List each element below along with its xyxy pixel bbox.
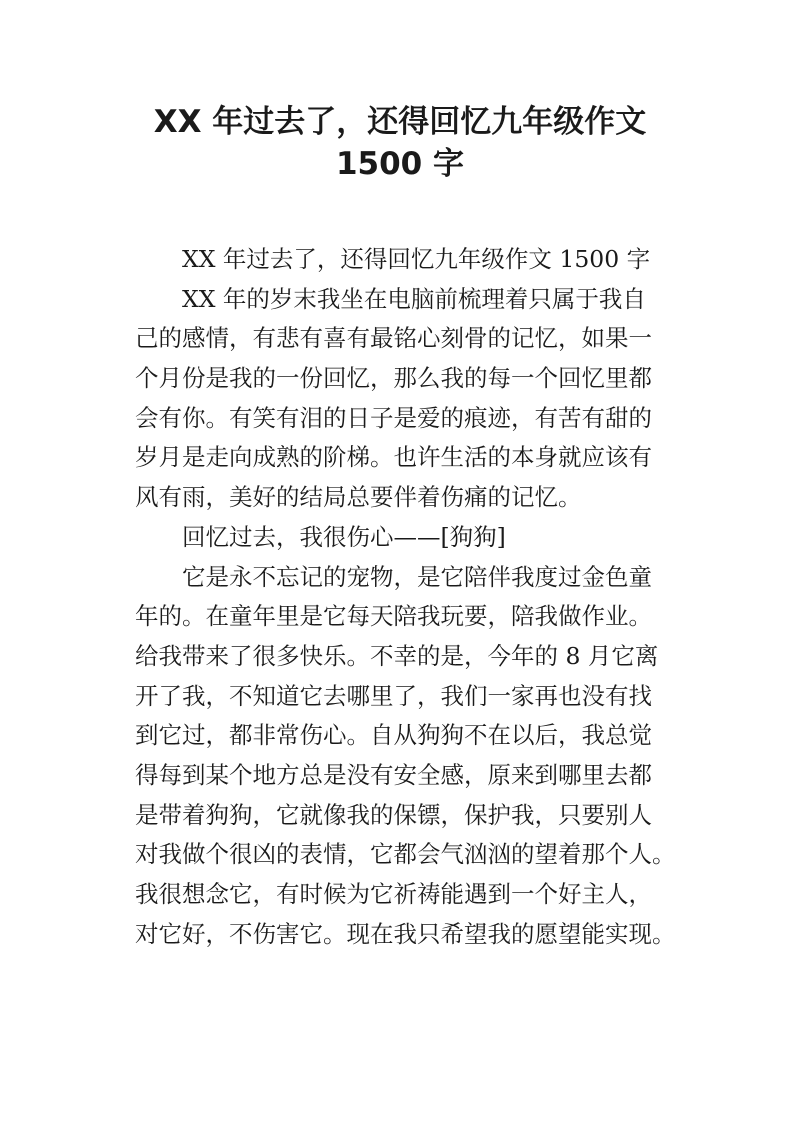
body-line: 个月份是我的一份回忆，那么我的每一个回忆里都 xyxy=(135,364,652,393)
body-line: 它是永不忘记的宠物，是它陪伴我度过金色童 xyxy=(182,562,652,591)
body-line: 开了我，不知道它去哪里了，我们一家再也没有找 xyxy=(135,681,652,710)
body-line: 对它好，不伤害它。现在我只希望我的愿望能实现。 xyxy=(135,919,676,948)
body-line: XX 年过去了，还得回忆九年级作文 1500 字 xyxy=(182,245,651,273)
body-line: 年的。在童年里是它每天陪我玩要，陪我做作业。 xyxy=(135,602,652,631)
body-line: 回忆过去，我很伤心——[狗狗] xyxy=(182,522,506,551)
document-body xyxy=(135,240,676,954)
document-title-line-1: XX 年过去了，还得回忆九年级作文 xyxy=(153,104,647,140)
body-line: 会有你。有笑有泪的日子是爱的痕迹，有苦有甜的 xyxy=(135,403,652,432)
body-line: 己的感情，有悲有喜有最铭心刻骨的记忆，如果一 xyxy=(135,324,652,353)
body-line: 岁月是走向成熟的阶梯。也许生活的本身就应该有 xyxy=(135,443,652,472)
body-line: XX 年的岁末我坐在电脑前梳理着只属于我自 xyxy=(182,284,646,313)
document-title-line-2: 1500 字 xyxy=(335,146,465,182)
body-line: 得每到某个地方总是没有安全感，原来到哪里去都 xyxy=(135,760,652,789)
body-line: 是带着狗狗，它就像我的保镖，保护我，只要别人 xyxy=(135,800,652,829)
body-line: 我很想念它，有时候为它祈祷能遇到一个好主人， xyxy=(135,880,652,908)
body-line: 给我带来了很多快乐。不幸的是，今年的 8 月它离 xyxy=(135,641,659,670)
body-line: 到它过，都非常伤心。自从狗狗不在以后，我总觉 xyxy=(135,721,652,750)
body-line: 风有雨，美好的结局总要伴着伤痛的记忆。 xyxy=(135,483,582,512)
body-line: 对我做个很凶的表情，它都会气汹汹的望着那个人。 xyxy=(135,840,676,869)
